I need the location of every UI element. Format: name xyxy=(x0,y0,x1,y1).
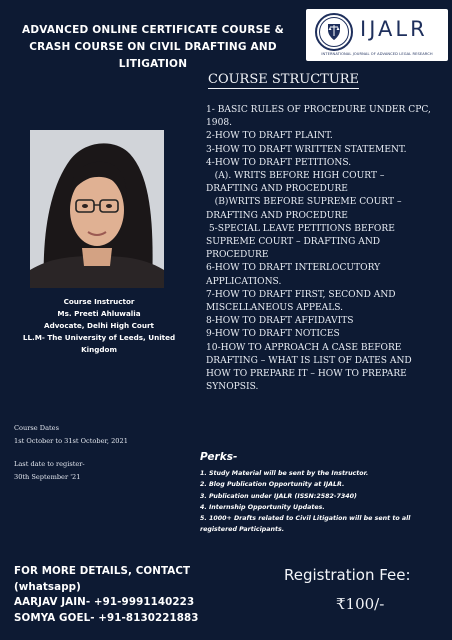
headline-line: ADVANCED ONLINE CERTIFICATE COURSE & xyxy=(22,24,284,36)
structure-line: (A). WRITS BEFORE HIGH COURT – xyxy=(206,171,385,182)
contact-details xyxy=(14,564,199,626)
structure-line: 8-HOW TO DRAFT AFFIDAVITS xyxy=(206,316,354,327)
course-dates-label: Course Dates xyxy=(14,424,59,432)
structure-line: DRAFTING AND PROCEDURE xyxy=(206,210,348,221)
perk-item: 4. Internship Opportunity Updates. xyxy=(200,503,325,511)
course-structure-list xyxy=(206,104,442,394)
registration-fee-label: Registration Fee: xyxy=(284,566,411,584)
perk-item: 2. Blog Publication Opportunity at IJALR. xyxy=(200,481,345,489)
headline-line: LITIGATION xyxy=(118,58,188,70)
contact-line: FOR MORE DETAILS, CONTACT xyxy=(14,565,191,577)
registration-deadline xyxy=(14,458,85,483)
structure-line: APPLICATIONS. xyxy=(206,276,282,287)
perk-item: 5. 1000+ Drafts related to Civil Litigation will be sent to all xyxy=(200,515,411,523)
ijalr-logo xyxy=(306,9,448,61)
instructor-line: Advocate, Delhi High Court xyxy=(44,321,154,330)
instructor-photo xyxy=(30,130,164,288)
perk-item: registered Participants. xyxy=(200,526,285,534)
structure-line: SUPREME COURT – DRAFTING AND xyxy=(206,237,381,248)
instructor-line: Kingdom xyxy=(81,345,117,354)
structure-line: 7-HOW TO DRAFT FIRST, SECOND AND xyxy=(206,289,396,300)
scales-emblem-icon xyxy=(314,12,354,52)
structure-line: HOW TO PREPARE IT – HOW TO PREPARE xyxy=(206,369,407,380)
structure-line: PROCEDURE xyxy=(206,250,269,261)
instructor-line: LL.M- The University of Leeds, United xyxy=(22,333,176,342)
structure-line: 3-HOW TO DRAFT WRITTEN STATEMENT. xyxy=(206,144,407,155)
logo-subtitle: INTERNATIONAL JOURNAL OF ADVANCED LEGAL RESEARCH xyxy=(321,52,433,56)
instructor-line: Ms. Preeti Ahluwalia xyxy=(57,309,141,318)
perk-item: 1. Study Material will be sent by the Instructor. xyxy=(200,470,369,477)
structure-line: DRAFTING AND PROCEDURE xyxy=(206,184,348,195)
instructor-line: Course Instructor xyxy=(63,297,135,306)
registration-deadline-label: Last date to register- xyxy=(14,460,85,468)
structure-line: SYNOPSIS. xyxy=(206,382,259,393)
structure-line: 4-HOW TO DRAFT PETITIONS. xyxy=(206,157,352,168)
structure-line: MISCELLANEOUS APPEALS. xyxy=(206,303,344,314)
course-dates xyxy=(14,422,128,447)
course-headline xyxy=(8,22,298,73)
headline-line: CRASH COURSE ON CIVIL DRAFTING AND xyxy=(29,41,277,53)
structure-line: 1- BASIC RULES OF PROCEDURE UNDER CPC, xyxy=(206,105,431,115)
logo-wordmark: IJALR xyxy=(360,17,428,41)
perks-list xyxy=(200,468,446,536)
structure-line: DRAFTING – WHAT IS LIST OF DATES AND xyxy=(206,355,412,366)
course-structure-title: COURSE STRUCTURE xyxy=(208,72,360,87)
contact-line: AARJAV JAIN- +91-9991140223 xyxy=(14,596,195,608)
structure-line: (B)WRITS BEFORE SUPREME COURT – xyxy=(206,197,402,208)
structure-line: 10-HOW TO APPROACH A CASE BEFORE xyxy=(206,342,402,353)
instructor-portrait-icon xyxy=(30,130,164,288)
contact-line: SOMYA GOEL- +91-8130221883 xyxy=(14,611,199,624)
perk-item: 3. Publication under IJALR (ISSN:2582-7340) xyxy=(200,492,357,500)
structure-line: 9-HOW TO DRAFT NOTICES xyxy=(206,329,340,340)
structure-line: 6-HOW TO DRAFT INTERLOCUTORY xyxy=(206,263,381,274)
registration-fee-value: ₹100/- xyxy=(336,595,385,613)
course-dates-value: 1st October to 31st October, 2021 xyxy=(14,436,128,445)
contact-line: (whatsapp) xyxy=(14,580,81,593)
instructor-info xyxy=(14,296,184,356)
structure-line: 1908. xyxy=(206,118,233,129)
registration-deadline-value: 30th September '21 xyxy=(14,472,81,481)
structure-line: 5-SPECIAL LEAVE PETITIONS BEFORE xyxy=(206,223,395,234)
perks-title: Perks- xyxy=(200,451,238,463)
structure-line: 2-HOW TO DRAFT PLAINT. xyxy=(206,131,333,142)
